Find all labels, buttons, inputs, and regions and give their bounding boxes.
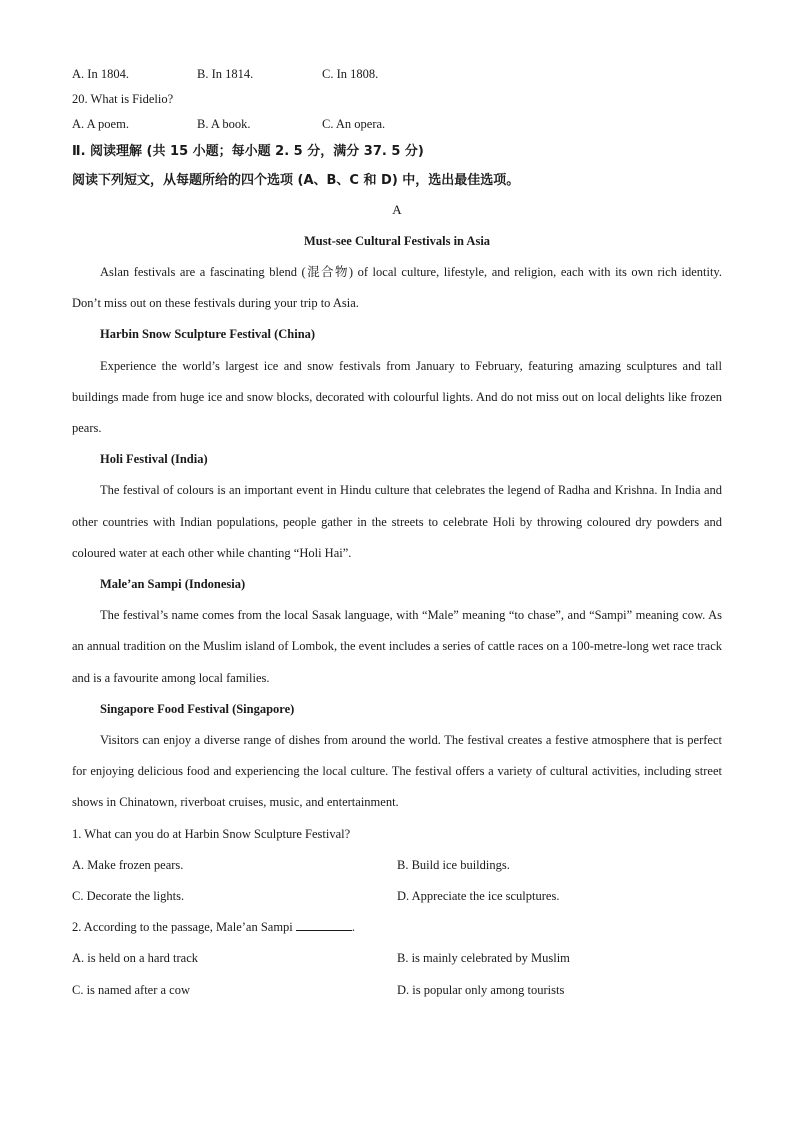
festival-heading-holi: Holi Festival (India) (100, 452, 208, 467)
festival-body-harbin: Experience the world’s largest ice and snow festivals from January to February, featuring amazing sculptures and tall buildings made from huge ice and snow blocks, decorated with colourful lights. And do not miss out on local delights like frozen pears. (72, 358, 722, 436)
section-heading: Ⅱ. 阅读理解 (共 15 小题；每小题 2. 5 分，满分 37. 5 分) (72, 144, 424, 159)
q20-option-b[interactable]: B. A book. (197, 117, 251, 131)
q19-option-b[interactable]: B. In 1814. (197, 67, 254, 81)
festival-heading-malean: Male’an Sampi (Indonesia) (100, 577, 246, 592)
question-1-options (72, 850, 722, 912)
q1-option-c[interactable]: C. Decorate the lights. (72, 889, 185, 904)
q2-option-a[interactable]: A. is held on a hard track (72, 951, 199, 966)
passage-title: Must-see Cultural Festivals in Asia (303, 234, 491, 248)
section-instruction: 阅读下列短文，从每题所给的四个选项 (A、B、C 和 D) 中，选出最佳选项。 (72, 173, 520, 188)
q1-option-d[interactable]: D. Appreciate the ice sculptures. (397, 889, 560, 904)
q20-option-a[interactable]: A. A poem. (72, 117, 129, 131)
q20-options (72, 112, 722, 137)
document-page (72, 62, 722, 1006)
question-1-stem: 1. What can you do at Harbin Snow Sculpture Festival? (72, 826, 351, 841)
question-2-stem: 2. According to the passage, Male’an Sampi (72, 920, 296, 935)
festival-body-holi: The festival of colours is an important event in Hindu culture that celebrates the legend of Radha and Krishna. In India and other countries with Indian populations, people gather in the streets to celebrate Holi by throwing coloured dry powders and coloured water at each other while chanting “Holi Hai”. (72, 483, 722, 560)
festival-heading-harbin: Harbin Snow Sculpture Festival (China) (100, 327, 316, 342)
question-2-options (72, 943, 722, 1005)
passage-intro: Aslan festivals are a fascinating blend (混合物) of local culture, lifestyle, and religion, each with its own rich identity. Don’t miss out on these festivals during your trip to Asia. (72, 265, 722, 311)
answer-blank[interactable] (296, 918, 352, 931)
q2-option-b[interactable]: B. is mainly celebrated by Muslim (397, 951, 570, 966)
q2-option-d[interactable]: D. is popular only among tourists (397, 982, 565, 997)
q20-option-c[interactable]: C. An opera. (322, 117, 386, 131)
question-2-stem-end: . (351, 920, 356, 935)
q19-option-a[interactable]: A. In 1804. (72, 67, 129, 81)
festival-body-malean: The festival’s name comes from the local Sasak language, with “Male” meaning “to chase”, and “Sampi” meaning cow. As an annual tradition on the Muslim island of Lombok, the event includes a series of cattle races on a 100-metre-long wet race track and is a favourite among local families. (72, 608, 722, 685)
q20-question: 20. What is Fidelio? (72, 92, 174, 106)
q1-option-a[interactable]: A. Make frozen pears. (72, 857, 184, 872)
q2-option-c[interactable]: C. is named after a cow (72, 982, 191, 997)
question-2-line (72, 912, 722, 943)
q1-option-b[interactable]: B. Build ice buildings. (397, 857, 510, 872)
festival-body-singapore: Visitors can enjoy a diverse range of dishes from around the world. The festival creates a festive atmosphere that is perfect for enjoying delicious food and experiencing the local culture. The festival offers a variety of cultural activities, including street shows in Chinatown, riverboat cruises, music, and entertainment. (72, 733, 722, 810)
q19-options (72, 62, 722, 87)
passage-letter: A (392, 202, 402, 217)
festival-heading-singapore: Singapore Food Festival (Singapore) (100, 701, 295, 716)
q19-option-c[interactable]: C. In 1808. (322, 67, 379, 81)
